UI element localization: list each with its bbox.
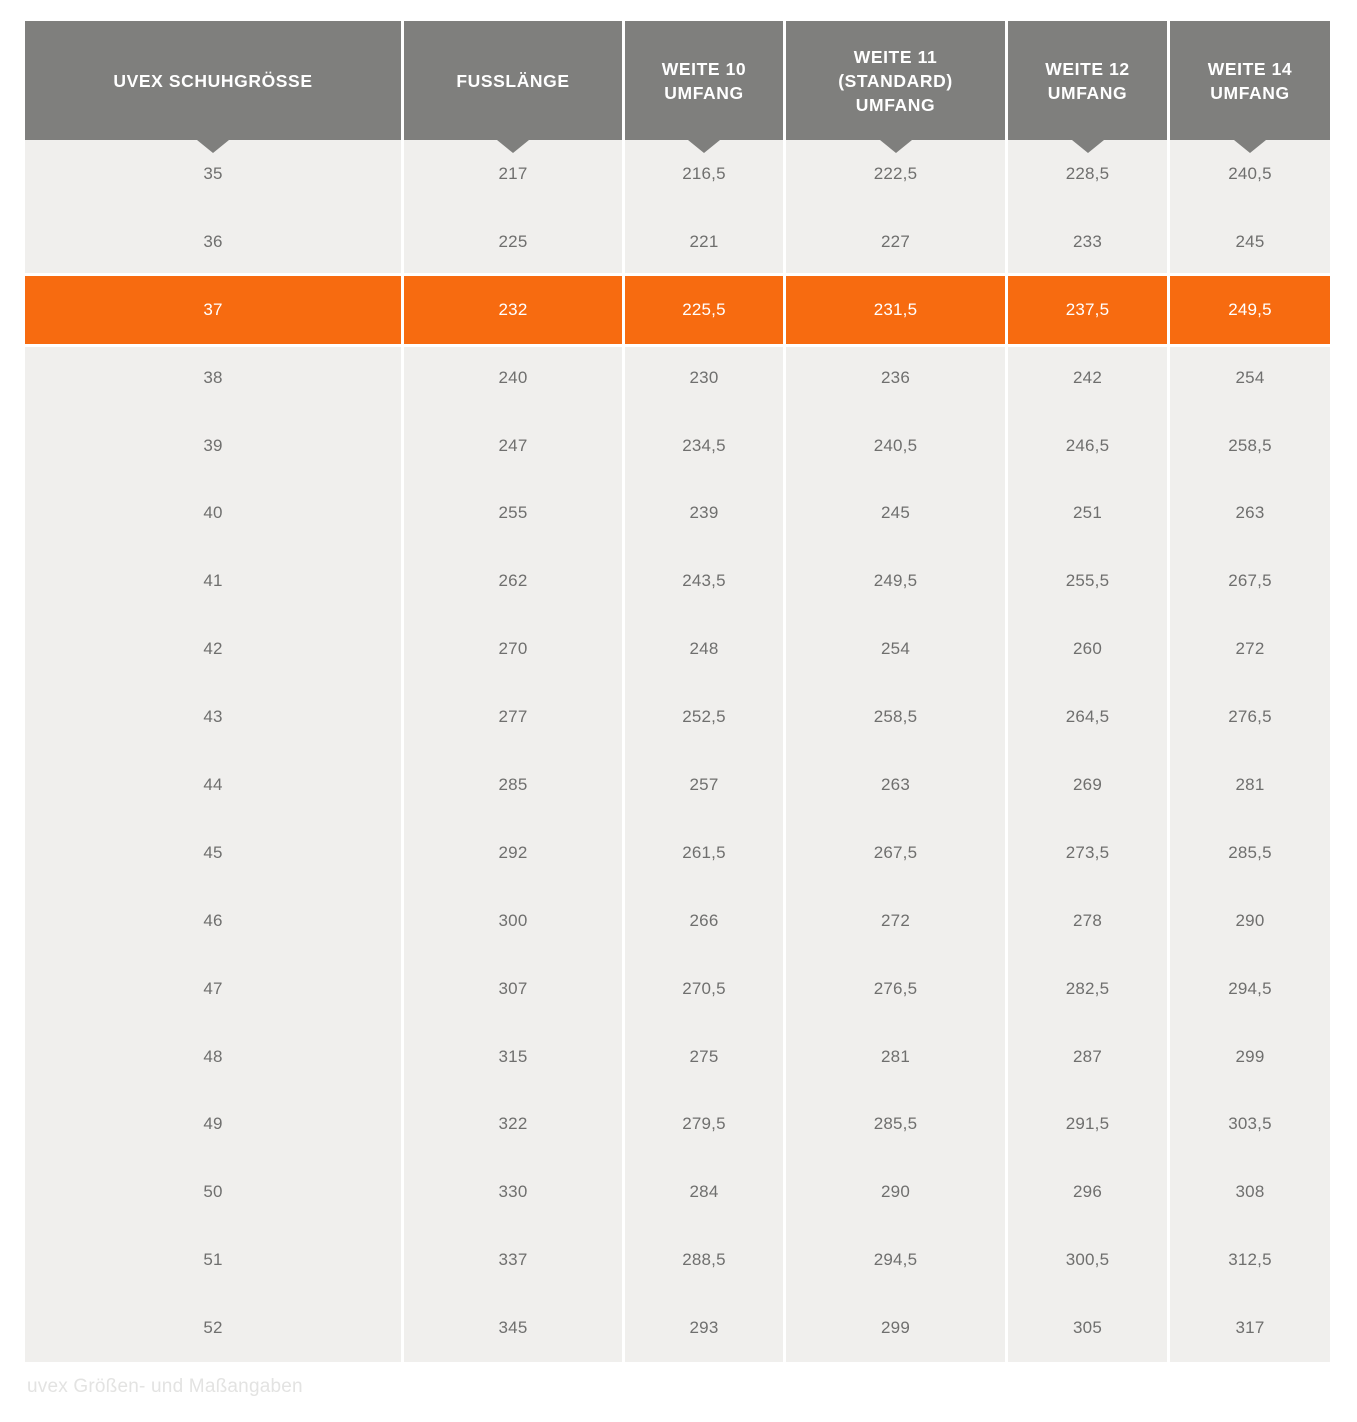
table-cell: 249,5	[1170, 276, 1330, 344]
table-cell: 261,5	[625, 819, 786, 887]
table-cell: 40	[25, 479, 404, 547]
table-cell: 35	[25, 140, 404, 208]
table-row[interactable]	[25, 1226, 1330, 1294]
table-cell: 281	[786, 1023, 1008, 1091]
table-caption: uvex Größen- und Maßangaben	[27, 1376, 303, 1398]
table-cell: 263	[786, 751, 1008, 819]
table-cell: 275	[625, 1023, 786, 1091]
column-header-weite-10-umfang	[625, 21, 786, 140]
table-cell: 315	[404, 1023, 625, 1091]
table-cell: 43	[25, 683, 404, 751]
table-cell: 42	[25, 615, 404, 683]
table-cell: 228,5	[1008, 140, 1170, 208]
table-cell: 292	[404, 819, 625, 887]
column-header-text: FUSSLÄNGE	[456, 70, 570, 91]
table-cell: 221	[625, 208, 786, 276]
table-row[interactable]	[25, 683, 1330, 751]
table-cell: 47	[25, 955, 404, 1023]
table-cell: 307	[404, 955, 625, 1023]
column-header-text: UMFANG	[664, 82, 744, 103]
size-chart-table	[25, 21, 1330, 1362]
table-cell: 252,5	[625, 683, 786, 751]
table-cell: 38	[25, 344, 404, 412]
table-cell: 284	[625, 1158, 786, 1226]
table-cell: 276,5	[786, 955, 1008, 1023]
table-cell: 299	[786, 1294, 1008, 1362]
table-cell: 39	[25, 412, 404, 480]
column-header-text: UVEX SCHUHGRÖSSE	[113, 70, 313, 91]
table-cell: 345	[404, 1294, 625, 1362]
table-cell: 50	[25, 1158, 404, 1226]
table-cell: 240,5	[786, 412, 1008, 480]
table-cell: 37	[25, 276, 404, 344]
table-cell: 255	[404, 479, 625, 547]
table-cell: 242	[1008, 344, 1170, 412]
table-cell: 231,5	[786, 276, 1008, 344]
table-cell: 258,5	[786, 683, 1008, 751]
table-cell: 312,5	[1170, 1226, 1330, 1294]
table-cell: 225,5	[625, 276, 786, 344]
table-cell: 52	[25, 1294, 404, 1362]
column-header-text: UMFANG	[855, 94, 936, 115]
table-cell: 317	[1170, 1294, 1330, 1362]
table-cell: 296	[1008, 1158, 1170, 1226]
table-cell: 276,5	[1170, 683, 1330, 751]
table-cell: 272	[786, 887, 1008, 955]
header-pointer-down-icon	[1234, 140, 1266, 153]
table-header-row	[25, 21, 1330, 140]
table-cell: 254	[1170, 344, 1330, 412]
table-cell: 285	[404, 751, 625, 819]
table-row[interactable]	[25, 208, 1330, 276]
table-cell: 293	[625, 1294, 786, 1362]
table-cell: 237,5	[1008, 276, 1170, 344]
header-pointer-down-icon	[880, 140, 912, 153]
table-cell: 288,5	[625, 1226, 786, 1294]
table-cell: 45	[25, 819, 404, 887]
table-cell: 273,5	[1008, 819, 1170, 887]
table-cell: 246,5	[1008, 412, 1170, 480]
table-row[interactable]	[25, 1158, 1330, 1226]
table-cell: 49	[25, 1090, 404, 1158]
table-cell: 262	[404, 547, 625, 615]
table-cell: 264,5	[1008, 683, 1170, 751]
table-cell: 285,5	[786, 1090, 1008, 1158]
table-cell: 330	[404, 1158, 625, 1226]
table-cell: 287	[1008, 1023, 1170, 1091]
table-cell: 254	[786, 615, 1008, 683]
column-header-text: WEITE 12	[1045, 58, 1130, 79]
table-cell: 245	[1170, 208, 1330, 276]
table-row[interactable]	[25, 819, 1330, 887]
table-cell: 266	[625, 887, 786, 955]
table-cell: 240	[404, 344, 625, 412]
table-cell: 277	[404, 683, 625, 751]
table-cell: 294,5	[786, 1226, 1008, 1294]
table-row[interactable]	[25, 955, 1330, 1023]
table-cell: 294,5	[1170, 955, 1330, 1023]
table-cell: 41	[25, 547, 404, 615]
table-row[interactable]	[25, 615, 1330, 683]
header-pointer-down-icon	[1072, 140, 1104, 153]
table-cell: 322	[404, 1090, 625, 1158]
table-cell: 269	[1008, 751, 1170, 819]
table-cell: 281	[1170, 751, 1330, 819]
table-cell: 291,5	[1008, 1090, 1170, 1158]
table-row[interactable]	[25, 1023, 1330, 1091]
table-cell: 46	[25, 887, 404, 955]
table-cell: 255,5	[1008, 547, 1170, 615]
table-cell: 247	[404, 412, 625, 480]
table-cell: 240,5	[1170, 140, 1330, 208]
table-cell: 337	[404, 1226, 625, 1294]
table-cell: 270	[404, 615, 625, 683]
table-cell: 48	[25, 1023, 404, 1091]
table-cell: 267,5	[786, 819, 1008, 887]
table-cell: 243,5	[625, 547, 786, 615]
table-cell: 282,5	[1008, 955, 1170, 1023]
column-header-text: WEITE 11	[853, 46, 938, 67]
column-header-text: (STANDARD)	[838, 70, 953, 91]
table-row[interactable]	[25, 751, 1330, 819]
table-cell: 258,5	[1170, 412, 1330, 480]
table-cell: 44	[25, 751, 404, 819]
table-cell: 267,5	[1170, 547, 1330, 615]
table-cell: 225	[404, 208, 625, 276]
table-cell: 227	[786, 208, 1008, 276]
column-header-weite-12-umfang	[1008, 21, 1170, 140]
table-cell: 303,5	[1170, 1090, 1330, 1158]
table-body	[25, 140, 1330, 1362]
table-cell: 279,5	[625, 1090, 786, 1158]
header-pointer-down-icon	[197, 140, 229, 153]
header-pointer-down-icon	[497, 140, 529, 153]
table-cell: 299	[1170, 1023, 1330, 1091]
table-row[interactable]	[25, 412, 1330, 480]
table-row[interactable]	[25, 547, 1330, 615]
table-row[interactable]	[25, 479, 1330, 547]
table-cell: 263	[1170, 479, 1330, 547]
table-row[interactable]	[25, 1294, 1330, 1362]
column-header-text: WEITE 14	[1207, 58, 1293, 79]
table-cell: 233	[1008, 208, 1170, 276]
table-cell: 249,5	[786, 547, 1008, 615]
header-pointer-down-icon	[688, 140, 720, 153]
table-cell: 305	[1008, 1294, 1170, 1362]
table-cell: 248	[625, 615, 786, 683]
table-cell: 260	[1008, 615, 1170, 683]
table-cell: 257	[625, 751, 786, 819]
table-cell: 251	[1008, 479, 1170, 547]
column-header-weite-14-umfang	[1170, 21, 1330, 140]
table-cell: 308	[1170, 1158, 1330, 1226]
table-cell: 217	[404, 140, 625, 208]
table-cell: 245	[786, 479, 1008, 547]
table-cell: 239	[625, 479, 786, 547]
table-cell: 36	[25, 208, 404, 276]
table-cell: 232	[404, 276, 625, 344]
column-header-uvex-schuhgroesse	[25, 21, 404, 140]
table-cell: 290	[786, 1158, 1008, 1226]
column-header-text: WEITE 10	[661, 58, 747, 79]
table-row[interactable]	[25, 344, 1330, 412]
table-cell: 290	[1170, 887, 1330, 955]
table-cell: 234,5	[625, 412, 786, 480]
table-cell: 278	[1008, 887, 1170, 955]
table-cell: 285,5	[1170, 819, 1330, 887]
table-cell: 300,5	[1008, 1226, 1170, 1294]
table-row[interactable]	[25, 1090, 1330, 1158]
column-header-text: UMFANG	[1047, 82, 1128, 103]
table-cell: 216,5	[625, 140, 786, 208]
table-cell: 230	[625, 344, 786, 412]
table-row[interactable]	[25, 887, 1330, 955]
column-header-weite-11-standard-umfang	[786, 21, 1008, 140]
column-header-fusslaenge	[404, 21, 625, 140]
table-cell: 51	[25, 1226, 404, 1294]
table-cell: 270,5	[625, 955, 786, 1023]
column-header-text: UMFANG	[1210, 82, 1290, 103]
table-cell: 236	[786, 344, 1008, 412]
table-cell: 300	[404, 887, 625, 955]
table-cell: 272	[1170, 615, 1330, 683]
table-row-selected[interactable]	[25, 276, 1330, 344]
table-cell: 222,5	[786, 140, 1008, 208]
